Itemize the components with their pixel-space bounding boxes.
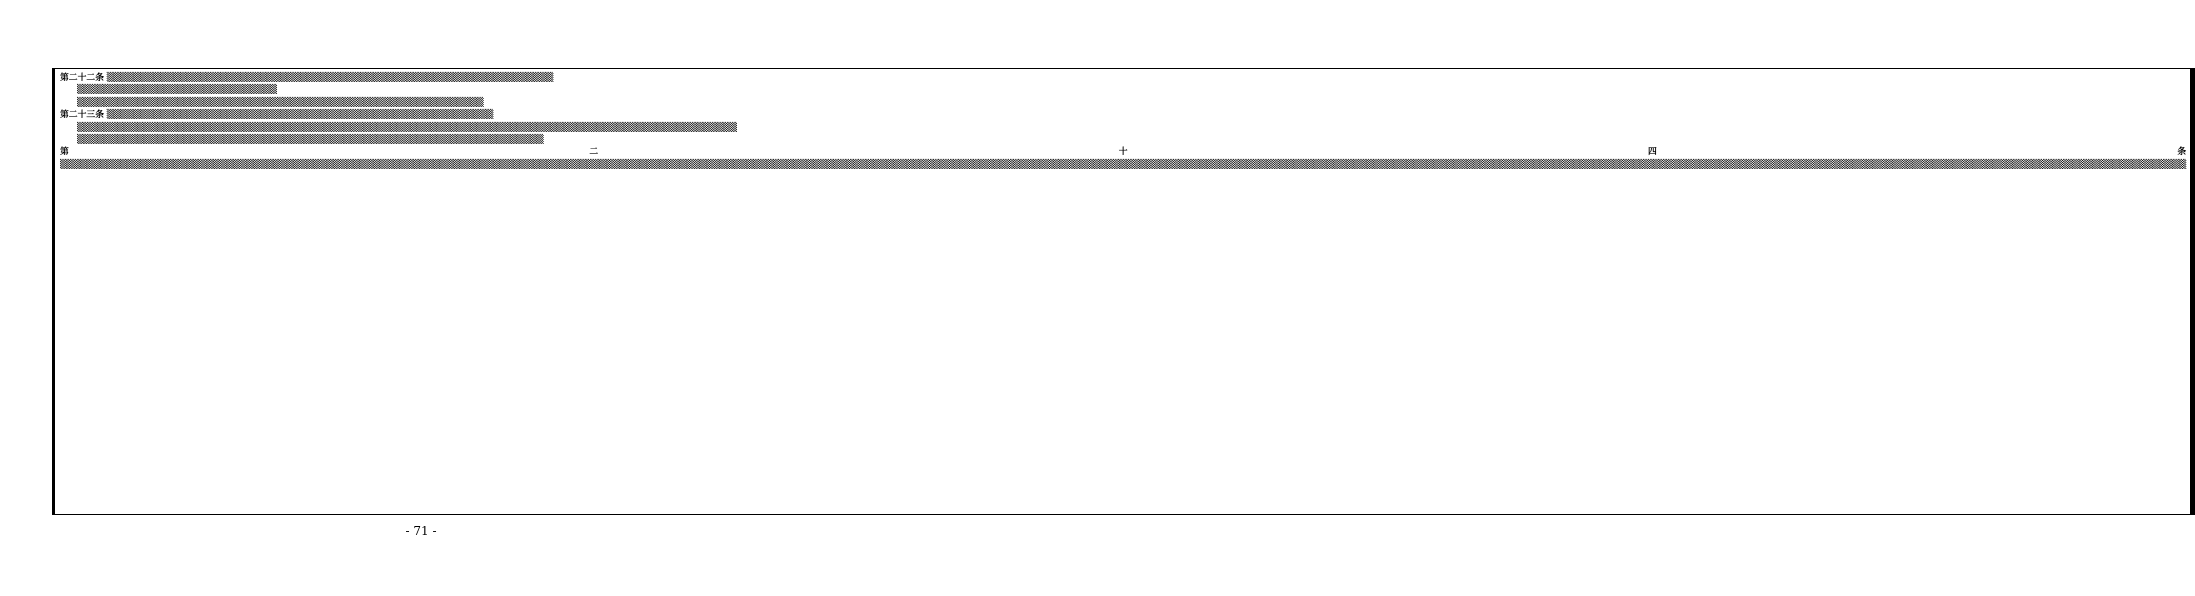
- article-22-paragraph-2: ▒▒▒▒▒▒▒▒▒▒▒▒▒▒▒▒▒▒▒▒▒▒▒▒▒▒▒▒▒▒: [77, 85, 277, 96]
- article-22-heading: 第二十二条: [60, 73, 104, 83]
- article-24-heading: 第二十四条: [60, 147, 2187, 158]
- regulation-table: [52, 68, 2195, 515]
- page-number: - 71 -: [405, 524, 437, 538]
- article-22-paragraph-3: ▒▒▒▒▒▒▒▒▒▒▒▒▒▒▒▒▒▒▒▒▒▒▒▒▒▒▒▒▒▒▒▒▒▒▒▒▒▒▒▒▒▒▒▒▒▒▒▒▒▒▒▒▒▒▒▒▒▒▒▒▒: [77, 97, 484, 108]
- article-24-paragraph-1: [60, 146, 2186, 171]
- article-22-text-1: ▒▒▒▒▒▒▒▒▒▒▒▒▒▒▒▒▒▒▒▒▒▒▒▒▒▒▒▒▒▒▒▒▒▒▒▒▒▒▒▒▒▒▒▒▒▒▒▒▒▒▒▒▒▒▒▒▒▒▒▒▒▒▒▒▒▒▒: [106, 73, 554, 83]
- article-23-text-1: ▒▒▒▒▒▒▒▒▒▒▒▒▒▒▒▒▒▒▒▒▒▒▒▒▒▒▒▒▒▒▒▒▒▒▒▒▒▒▒▒▒▒▒▒▒▒▒▒▒▒▒▒▒▒▒▒▒▒: [106, 110, 494, 121]
- article-23-paragraph-3: ▒▒▒▒▒▒▒▒▒▒▒▒▒▒▒▒▒▒▒▒▒▒▒▒▒▒▒▒▒▒▒▒▒▒▒▒▒▒▒▒▒▒▒▒▒▒▒▒▒▒▒▒▒▒▒▒▒▒▒▒▒▒▒▒▒▒▒▒▒▒: [77, 135, 544, 146]
- article-22-paragraph-1: [60, 72, 2186, 84]
- table-row: [53, 69, 2195, 515]
- regulation-text-cell: [55, 69, 2191, 515]
- article-23-paragraph-1: [60, 109, 2186, 121]
- article-23-paragraph-2: ▒▒▒▒▒▒▒▒▒▒▒▒▒▒▒▒▒▒▒▒▒▒▒▒▒▒▒▒▒▒▒▒▒▒▒▒▒▒▒▒▒▒▒▒▒▒▒▒▒▒▒▒▒▒▒▒▒▒▒▒▒▒▒▒▒▒▒▒▒▒▒▒▒▒▒▒▒▒▒▒▒▒▒▒▒▒▒▒▒▒▒▒▒▒▒▒▒▒▒: [77, 122, 737, 133]
- article-24-text-1: ▒▒▒▒▒▒▒▒▒▒▒▒▒▒▒▒▒▒▒▒▒▒▒▒▒▒▒▒▒▒▒▒▒▒▒▒▒▒▒▒▒▒▒▒▒▒▒▒▒▒▒▒▒▒▒▒▒▒▒▒▒▒▒▒▒▒▒▒▒▒▒▒▒▒▒▒▒▒▒▒▒▒▒▒▒▒▒▒▒▒▒▒▒▒▒▒▒▒▒▒▒▒▒▒▒▒▒▒▒▒▒▒▒▒▒▒▒▒▒▒▒▒▒▒▒▒▒▒▒▒▒▒▒▒▒▒▒▒▒▒▒▒▒▒▒▒▒▒▒▒▒▒▒▒▒▒▒▒▒▒▒▒▒▒▒▒▒▒▒▒▒▒▒▒▒▒▒▒▒▒▒▒▒▒▒▒▒▒▒▒▒▒▒▒▒▒▒▒▒▒▒▒▒▒▒▒▒▒▒▒▒▒▒▒▒▒▒▒▒▒▒▒▒▒▒▒▒▒▒▒▒▒▒▒▒▒▒▒▒▒▒▒▒▒▒▒▒▒▒▒▒▒▒▒▒▒▒▒▒▒▒▒▒▒▒▒▒▒▒▒▒▒▒▒▒▒▒▒▒▒▒▒▒▒▒▒▒▒▒▒▒▒▒▒▒▒▒▒▒▒▒▒▒▒▒▒▒▒▒▒▒▒▒▒▒▒▒▒▒: [60, 159, 2187, 170]
- article-23-heading: 第二十三条: [60, 110, 104, 121]
